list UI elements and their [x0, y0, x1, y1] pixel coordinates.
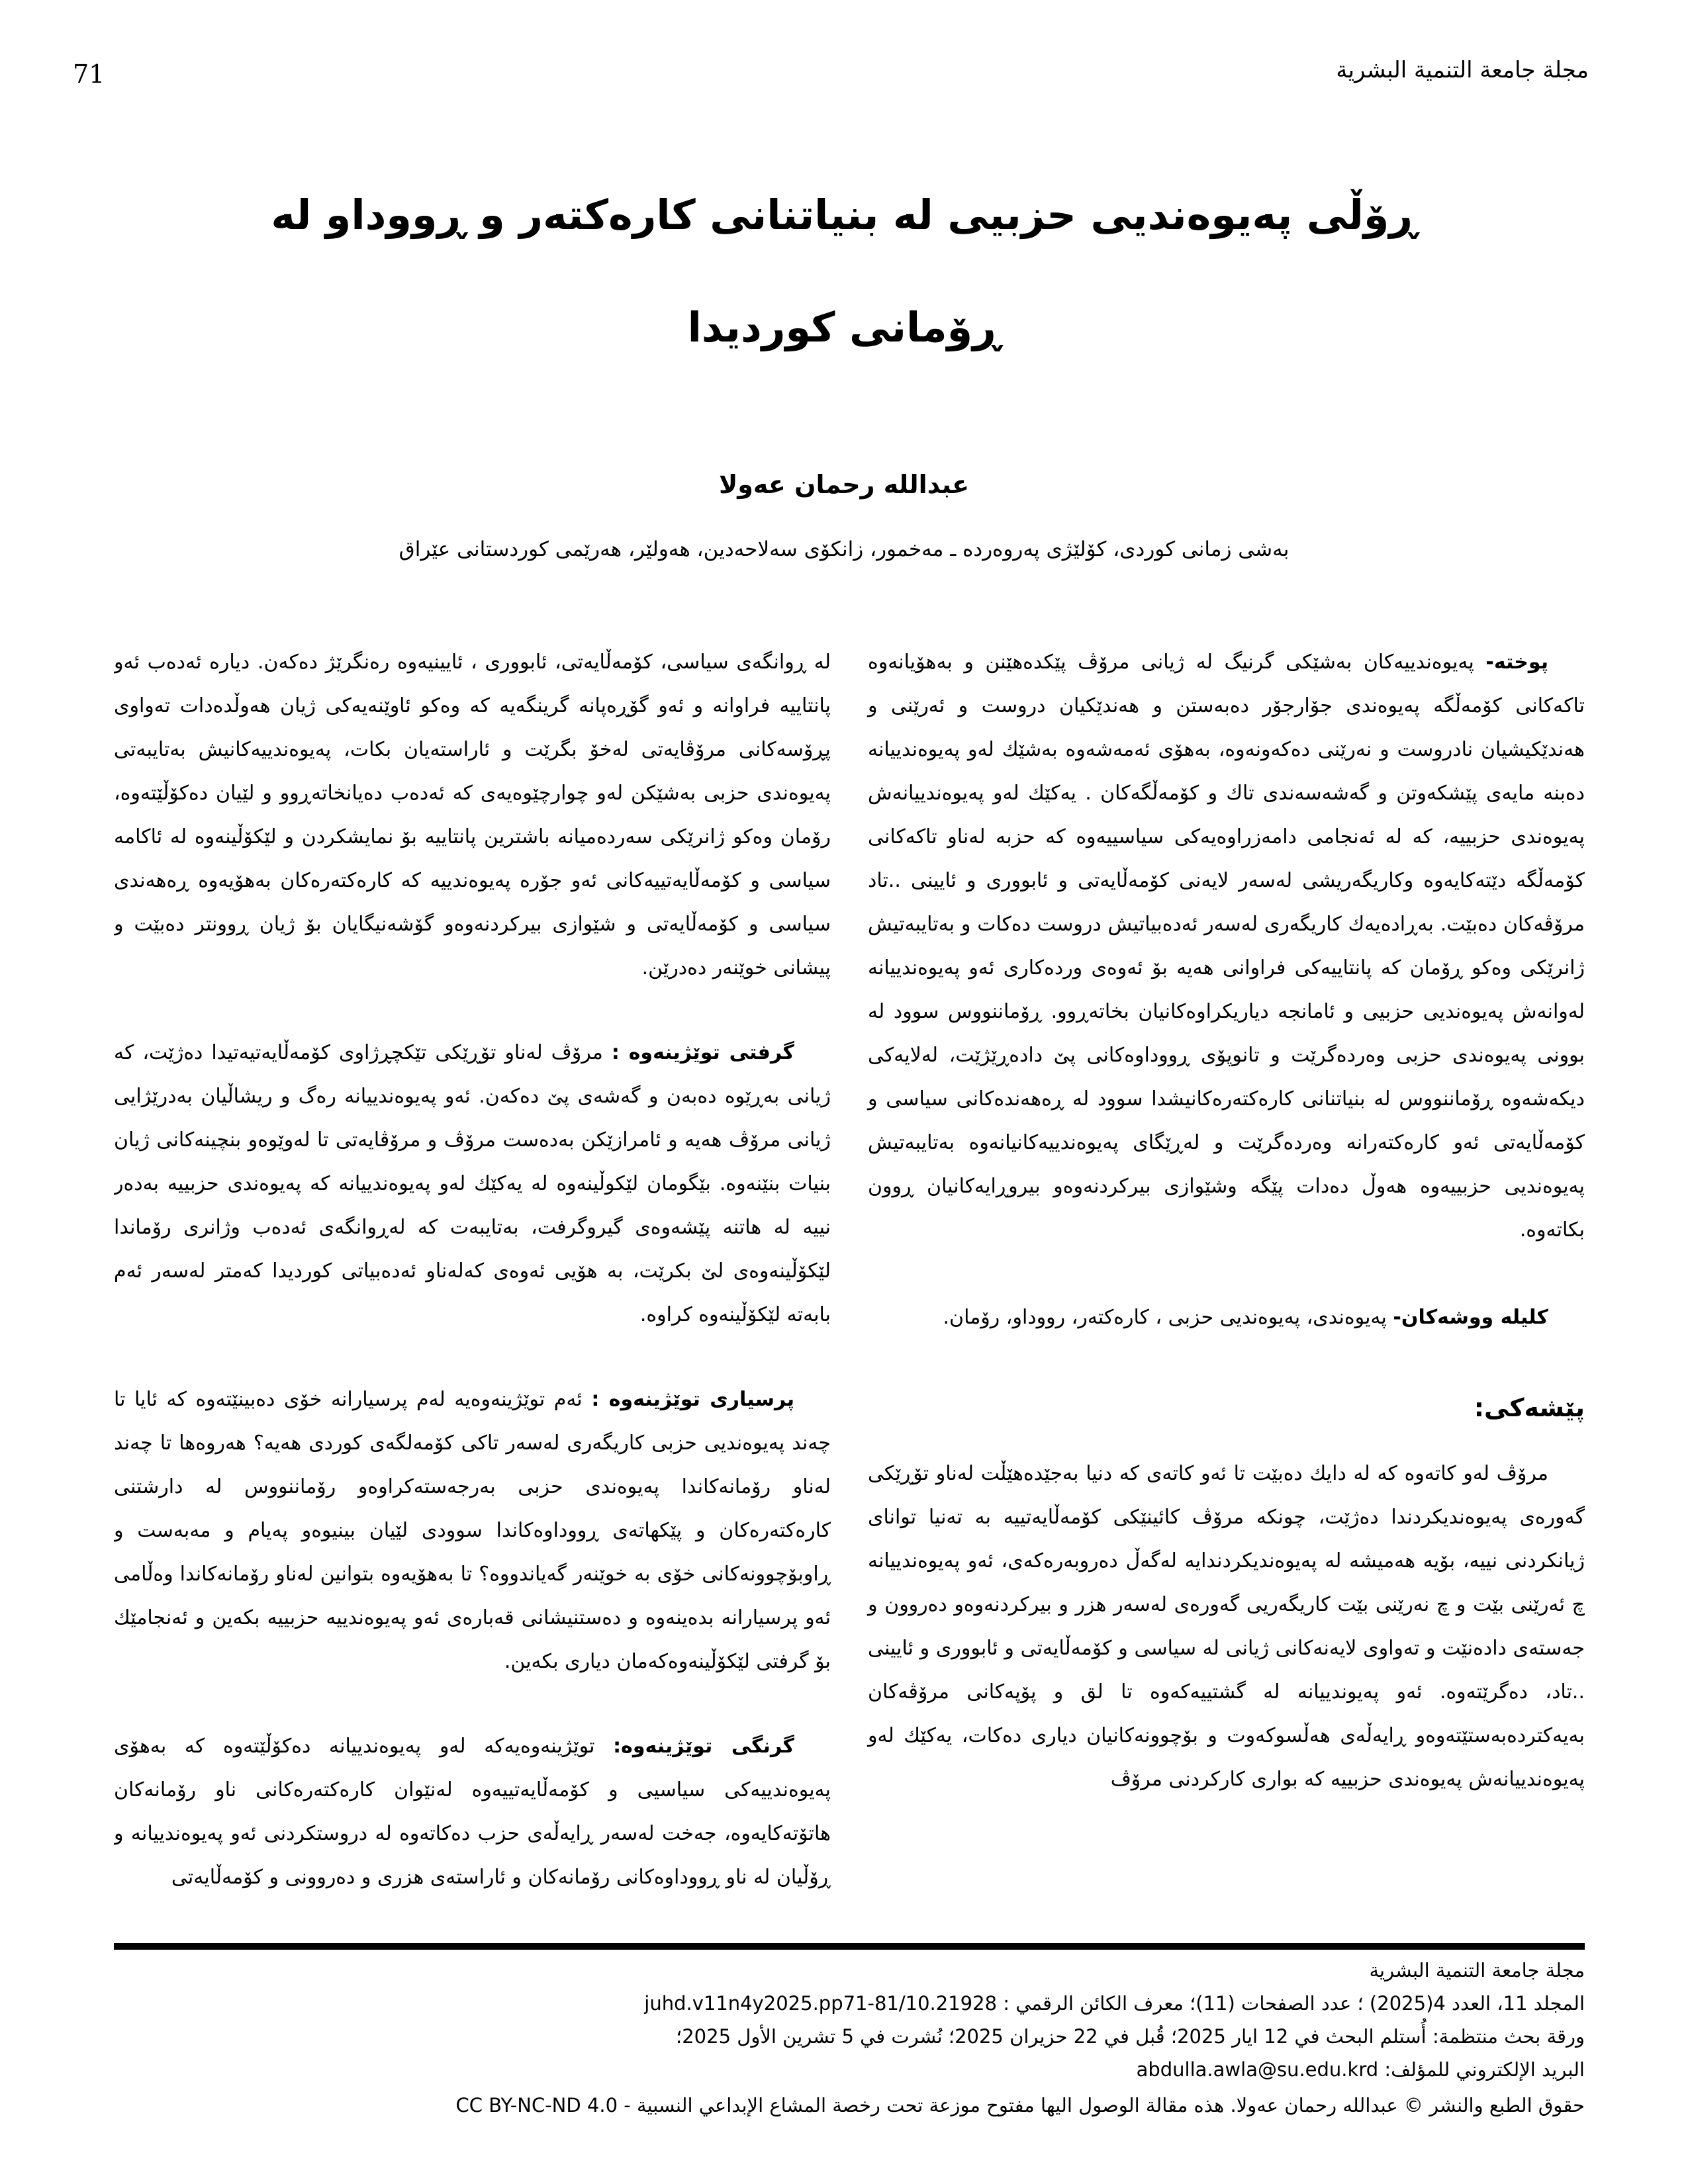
footer-volume-doi-line: المجلد 11، العدد 4(2025) ؛ عدد الصفحات (11)؛ معرف الكائن الرقمي : 10.21928/juhd.v11n4y2025.pp71-81	[644, 1992, 1585, 2015]
body-columns	[114, 641, 1585, 1921]
abstract-label: پوخته-	[1485, 651, 1548, 674]
research-significance-paragraph	[114, 1725, 831, 1899]
research-questions-paragraph	[114, 1378, 831, 1684]
author-name: عبدالله رحمان عەولا	[718, 470, 970, 499]
article-title-line1: ڕۆڵی پەیوەندیی حزبیی لە بنیاتنانی کارەکتەر و ڕووداو لە	[271, 191, 1417, 239]
page-number: 71	[73, 60, 105, 89]
abstract-paragraph	[868, 641, 1585, 1252]
research-questions-label: پرسیاری توێژینەوە :	[591, 1388, 794, 1411]
research-questions-text: ئەم توێژینەوەیە لەم پرسیارانە خۆی دەبینێتەوە کە ئایا تا چەند پەیوەندیی حزبی کاریگەری لەسەر تاکی کۆمەلگەی کوردی هەیە؟ هەروەها تا چەند لەناو رۆمانەکاندا پەیوەندی حزبی بەرجەستەکراوەو رۆماننووس لە دارشتنی کارەکتەرەکان و پێکهاتەی ڕووداوەکاندا سوودی لێیان بینیوەو پەیام و مەبەست و ڕاوبۆچوونەکانی خۆی بە خوێنەر گەیاندووە؟ تا بەهۆیەوە بتوانین لەناو رۆمانەکاندا وەڵامی ئەو پرسیارانە بدەینەوە و دەستنیشانی قەبارەی ئەو پەیوەندییە حزبییە بکەین و ئەنجامێك بۆ گرفتی لێکۆڵینەوەکەمان دیاری بکەین.	[114, 1388, 831, 1673]
author-affiliation: بەشی زمانی کوردی، کۆلێژی پەروەردە ـ مەخمور، زانکۆی سەلاحەدین، هەولێر، هەرێمی کوردستانی عێراق	[399, 537, 1289, 561]
research-significance-label: گرنگی توێژینەوە:	[613, 1735, 794, 1758]
research-problem-paragraph	[114, 1031, 831, 1337]
introduction-heading: پێشەکی:	[1474, 1393, 1585, 1422]
footer-dates-line: ورقة بحث منتظمة: أُستلم البحث في 12 ايار 2025؛ قُبل في 22 حزيران 2025؛ نُشرت في 5 تشرين الأول 2025؛	[676, 2025, 1585, 2048]
article-title-line2: ڕۆمانی کوردیدا	[687, 303, 1001, 351]
footer-divider	[114, 1943, 1585, 1950]
footer-author-email-line: البريد الإلكتروني للمؤلف: abdulla.awla@su.edu.krd	[1136, 2058, 1585, 2081]
footer-journal-name: مجلة جامعة التنمية البشرية	[1369, 1959, 1585, 1981]
keywords-text: پەیوەندی، پەیوەندیی حزبی ، کارەکتەر، رووداو، رۆمان.	[943, 1306, 1387, 1329]
article-title	[199, 159, 1489, 384]
introduction-paragraph: مرۆڤ لەو کاتەوە کە لە دایك دەبێت تا ئەو کاتەی کە دنیا بەجێدەهێڵت لەناو تۆڕێکی گەورەی پەیوەندیکردندا دەژێت، چونکە مرۆڤ کائینێکی کۆمەڵایەتییە بە تەنیا توانای ژیانکردنی نییە، بۆیە هەمیشە لە پەیوەندیکردندایە لەگەڵ دەروبەرەکەی، ئەو پەیوەندییانە چ ئەرێنی بێت و چ نەرێنی بێت کاریگەریی گەورەی لەسەر هزر و بیرکردنەوەو دەروون و جەستەی دادەنێت و تەواوی لایەنەکانی ژیانی لە سیاسی و کۆمەڵایەتی و ئابووری و ئایینی ..تاد، دەگرێتەوە. ئەو پەیوندییانە لە گشتییەکەوە تا لق و پۆپەکانی مرۆڤەکان بەیەکتردەبەستێتەوەو ڕایەڵەی هەڵسوکەوت و بۆچوونەکانیان دیاری دەکات، یەکێك لەو پەیوەندییانەش پەیوەندی حزبییە کە بواری کارکردنی مرۆڤ	[868, 1462, 1585, 1791]
abstract-text: پەیوەندییەکان بەشێکی گرنیگ لە ژیانی مرۆڤ پێکدەهێنن و بەهۆیانەوە تاکەکانی کۆمەڵگە پەیوەندی جۆارجۆر دەبەستن و هەندێکیان دروست و ئەرێنی و هەندێکیشیان نادروست و نەرێنی دەکەونەوە، بەهۆی ئەمەشەوە بەشێك لەو پەیوەندییانە دەبنە مایەی پێشکەوتن و گەشەسەندی تاك و کۆمەڵگەکان . یەکێك لەو پەیوەندییانەش پەیوەندی حزبییە، کە لە ئەنجامی دامەزراوەیەکی سیاسییەوە کە حزبە لەناو تاکەکانی کۆمەڵگە دێتەکایەوە وکاریگەریشی لەسەر لایەنی کۆمەڵایەتی و ئابووری و ئایینی ..تاد مرۆڤەکان دەبێت. بەڕادەیەك کاریگەری لەسەر ئەدەبیاتیش دروست دەکات و بەتایبەتیش ژانرێکی وەکو ڕۆمان کە پانتاییەکی فراوانی هەیە بۆ ئەوەی وردەکاری ئەو پەیوەندییانە لەوانەش پەیوەندیی حزبیی و ئامانجە دیاریکراوەکانیان بخاتەڕوو. ڕۆماننووس سوود لە بوونی پەیوەندی حزبی وەردەگرێت و تانوپۆی ڕووداوەکانی پێ دادەڕێژێت، لەلایەکی دیکەشەوە ڕۆماننووس لە بنیاتنانی کارەکتەرەکانیشدا سوود لە ڕەهەندەکانی سیاسی و کۆمەڵایەتی ئەو کارەکتەرانە وەردەگرێت و لەڕێگای پەیوەندییەکانیانەوە بەتایبەتیش پەیوەندیی حزبییەوە هەوڵ دەدات پێگە وشێوازی بیرکردنەوەو بیروڕایەکانیان ڕوون بکاتەوە.	[868, 651, 1585, 1242]
research-problem-text: مرۆڤ لەناو تۆڕێکی تێکچڕژاوی کۆمەڵایەتیەتیدا دەژێت، کە ژیانی بەڕێوە دەبەن و گەشەی پێ دەکەن. ئەو پەیوەندییانە رەگ و ریشاڵیان بەدرێژایی ژیانی مرۆڤ هەیە و ئامرازێکن بەدەست مرۆڤ و مرۆڤایەتی تا لەوێوەو بنچینەکانی ژیان بنیات بنێنەوە. بێگومان لێکوڵینەوە لە یەکێك لەو پەیوەندییانە کە پەیوەندی حزبییە بەدەر نییە لە هاتنە پێشەوەی گیروگرفت، بەتایبەت کە لەڕوانگەی ئەدەب وژانری رۆماندا لێکۆڵینەوەی لێ بکرێت، بە هۆیی ئەوەی کەلەناو ئەدەبیاتی کوردیدا کەمتر لەسەر ئەم بابەتە لێکۆڵینەوە کراوە.	[114, 1041, 831, 1326]
keywords-label: کلیلە ووشەکان-	[1393, 1306, 1548, 1329]
footer-copyright-line: حقوق الطبع والنشر © عبدالله رحمان عەولا. هذه مقالة الوصول اليها مفتوح موزعة تحت رخصة المشاع الإبداعي النسبية - CC BY-NC-ND 4.0	[455, 2094, 1585, 2116]
continuation-paragraph: لە ڕوانگەی سیاسی، کۆمەڵایەتی، ئابووری ، ئایینیەوە رەنگرێژ دەکەن. دیارە ئەدەب ئەو پانتاییە فراوانە و ئەو گۆڕەپانە گرینگەیە کە وەکو ئاوێنەیەکی ژیان هەوڵدەدات تەواوی پڕۆسەکانی مرۆڤایەتی لەخۆ بگرێت و ئاراستەیان بکات، پەیوەندییەکانیش بەتایبەتی پەیوەندی حزبی بەشێکن لەو چوارچێوەیەی کە ئەدەب دەیانخاتەڕوو و لێیان دەکۆڵێتەوە، رۆمان وەکو ژانرێکی سەردەمیانە باشترین پانتاییە بۆ نمایشکردن و لێکۆڵینەوە لە ئاکامە سیاسی و کۆمەڵایەتییەکانی ئەو جۆرە پەیوەندییە کە کارەکتەرەکان بەهۆیەوە ڕەهەندی سیاسی و کۆمەڵایەتی و شێوازی بیرکردنەوەو گۆشەنیگایان بۆ ژیان ڕوونتر دەبێت و پیشانی خوێنەر دەدرێن.	[114, 651, 831, 979]
footer	[114, 1954, 1585, 2122]
journal-name-header: مجلة جامعة التنمية البشرية	[1336, 57, 1589, 83]
research-significance-text: توێژینەوەیەکە لەو پەیوەندییانە دەکۆڵێتەوە کە بەهۆی پەیوەندییەکی سیاسیی و کۆمەڵایەتییەوە لەنێوان کارەکتەرەکانی ناو رۆمانەکان هاتۆتەکایەوە، جەخت لەسەر ڕایەڵەی حزب دەکاتەوە لە دروستکردنی ئەو پەیوەندییانە و ڕۆڵیان لە ناو ڕووداوەکانی رۆمانەکان و ئاراستەی هزری و دەروونی و کۆمەڵایەتی	[114, 1735, 831, 1889]
research-problem-label: گرفتی توێژینەوە :	[611, 1041, 795, 1064]
keywords-paragraph	[868, 1296, 1585, 1340]
left-column	[114, 641, 831, 1921]
right-column	[868, 641, 1585, 1921]
